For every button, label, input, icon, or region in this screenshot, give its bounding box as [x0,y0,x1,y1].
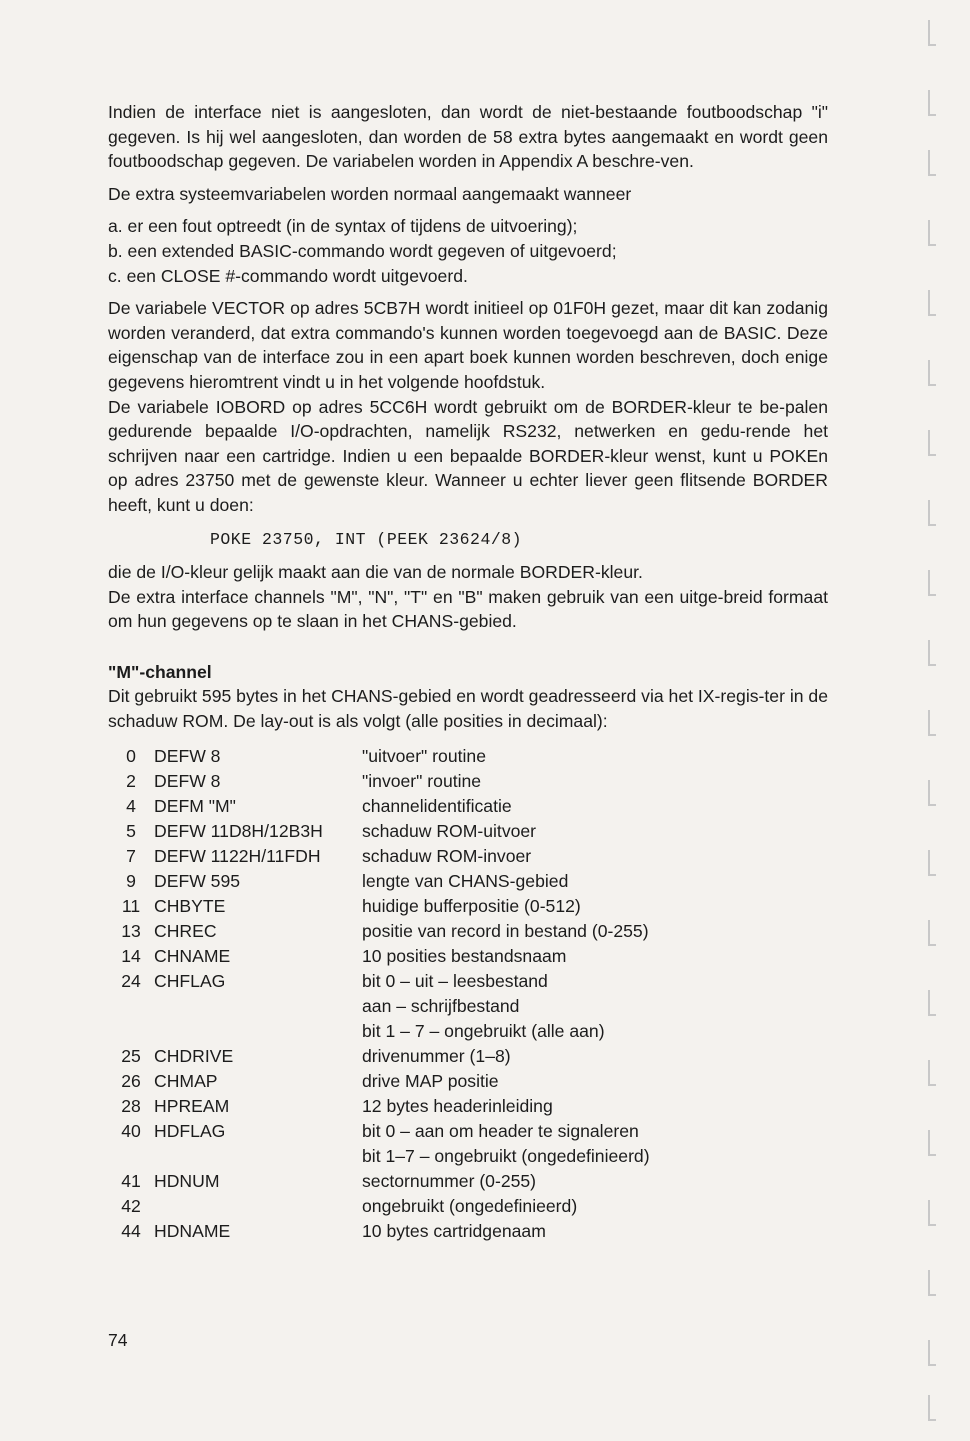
row-description: huidige bufferpositie (0-512) [362,895,581,916]
table-row [108,1119,650,1144]
row-label: DEFW 8 [154,770,221,791]
row-description: 12 bytes headerinleiding [362,1095,553,1116]
row-description: aan – schrijfbestand [362,995,520,1016]
row-offset: 44 [121,1220,141,1241]
table-row [108,1044,650,1069]
binding-margin-marks [928,0,936,1441]
table-row [108,994,650,1019]
iobord-paragraph: De variabele IOBORD op adres 5CC6H wordt gebruikt om de BORDER-kleur te be-palen gedurende bepaalde I/O-opdrachten, namelijk RS232, netwerken en gedu-rende het schrijven naar een cartridge. Indien u een bepaalde BORDER-kleur wenst, kunt u POKEn op adres 23750 met de gewenste kleur. Wanneer u echter liever geen flitsende BORDER heeft, kunt u doen: [108,396,828,515]
row-label: DEFW 595 [154,870,241,891]
row-offset [108,1019,154,1044]
table-row [108,969,650,994]
page-number: 74 [108,1330,128,1350]
row-offset [108,994,154,1019]
row-description: bit 1–7 – ongebruikt (ongedefinieerd) [362,1145,650,1166]
row-offset: 9 [126,870,136,891]
table-row [108,1069,650,1094]
table-row [108,869,650,894]
row-label: CHDRIVE [154,1045,234,1066]
table-row [108,894,650,919]
row-description: 10 bytes cartridgenaam [362,1220,546,1241]
row-label: HDNAME [154,1220,231,1241]
row-description: schaduw ROM-uitvoer [362,820,537,841]
list-item: a. er een fout optreedt (in de syntax of tijdens de uitvoering); [108,216,578,237]
row-description: 10 posities bestandsnaam [362,945,567,966]
row-label: HDFLAG [154,1120,226,1141]
row-label [154,1019,362,1044]
section-paragraph: Dit gebruikt 595 bytes in het CHANS-gebied en wordt geadresseerd via het IX-regis-ter in de schaduw ROM. De lay-out is als volgt (alle posities in decimaal): [108,686,828,732]
row-description: bit 1 – 7 – ongebruikt (alle aan) [362,1020,605,1041]
row-offset: 13 [121,920,141,941]
row-offset: 11 [121,895,141,916]
row-description: drive MAP positie [362,1070,499,1091]
row-label [154,1194,362,1219]
table-row [108,744,650,769]
row-offset: 5 [126,820,136,841]
table-row [108,819,650,844]
row-label: HPREAM [154,1095,230,1116]
list-item: b. een extended BASIC-commando wordt gegeven of uitgevoerd; [108,240,617,261]
row-description: lengte van CHANS-gebied [362,870,569,891]
row-offset [108,1144,154,1169]
row-description: sectornummer (0-255) [362,1170,537,1191]
after-code-paragraph-2: De extra interface channels "M", "N", "T" en "B" maken gebruik van een uitge-breid formaat om hun gegevens op te slaan in het CHANS-gebied. [108,586,828,632]
table-row [108,1019,650,1044]
vector-paragraph: De variabele VECTOR op adres 5CB7H wordt initieel op 01F0H gezet, maar dit kan zodanig worden veranderd, dat extra commando's kunnen worden toegevoegd aan de BASIC. Deze eigenschap van de interface zou in een apart boek kunnen worden beschreven, doch enige gegevens hieromtrent vindt u in het volgende hoofdstuk. [108,298,828,392]
row-offset: 14 [121,945,141,966]
row-label: DEFW 8 [154,745,221,766]
row-label: CHFLAG [154,970,226,991]
table-row [108,844,650,869]
table-row [108,1219,650,1244]
row-offset: 41 [121,1170,141,1191]
row-description: schaduw ROM-invoer [362,845,532,866]
row-description: bit 0 – uit – leesbestand [362,970,548,991]
table-row [108,769,650,794]
table-row [108,944,650,969]
row-label: CHREC [154,920,217,941]
row-offset: 42 [121,1195,141,1216]
intro-paragraph-2: De extra systeemvariabelen worden normaal aangemaakt wanneer [108,183,632,204]
row-offset: 4 [126,795,136,816]
after-code-paragraph-1: die de I/O-kleur gelijk maakt aan die van de normale BORDER-kleur. [108,562,643,583]
table-row [108,1094,650,1119]
row-offset: 40 [121,1120,141,1141]
row-offset: 24 [121,970,141,991]
row-label: CHBYTE [154,895,226,916]
row-offset: 25 [121,1045,141,1066]
row-offset: 7 [126,845,136,866]
row-description: drivenummer (1–8) [362,1045,511,1066]
table-row [108,1194,650,1219]
row-label [154,1144,362,1169]
row-offset: 0 [126,745,136,766]
row-label: DEFW 1122H/11FDH [154,845,321,866]
row-label: DEFW 11D8H/12B3H [154,820,323,841]
row-label: HDNUM [154,1170,220,1191]
code-line: POKE 23750, INT (PEEK 23624/8) [210,529,523,549]
row-description: "uitvoer" routine [362,745,486,766]
table-row [108,1144,650,1169]
row-offset: 26 [121,1070,141,1091]
row-label: DEFM "M" [154,795,236,816]
row-offset: 2 [126,770,136,791]
row-description: ongebruikt (ongedefinieerd) [362,1195,578,1216]
row-label: CHNAME [154,945,231,966]
list-item: c. een CLOSE #-commando wordt uitgevoerd. [108,265,468,286]
row-description: positie van record in bestand (0-255) [362,920,649,941]
table-row [108,919,650,944]
row-label: CHMAP [154,1070,218,1091]
table-row [108,794,650,819]
condition-list [108,214,828,288]
row-description: channelidentificatie [362,795,512,816]
section-heading: "M"-channel [108,661,212,682]
channel-layout-table [108,744,650,1244]
row-description: bit 0 – aan om header te signaleren [362,1120,639,1141]
intro-paragraph-1: Indien de interface niet is aangesloten, dan wordt de niet-bestaande foutboodschap "i" gegeven. Is hij wel aangesloten, dan worden de 58 extra bytes aangemaakt en wordt geen foutboodschap gegeven. De variabelen worden in Appendix A beschre-ven. [108,102,828,172]
row-label [154,994,362,1019]
table-row [108,1169,650,1194]
page-content [108,100,828,1244]
row-offset: 28 [121,1095,141,1116]
row-description: "invoer" routine [362,770,482,791]
